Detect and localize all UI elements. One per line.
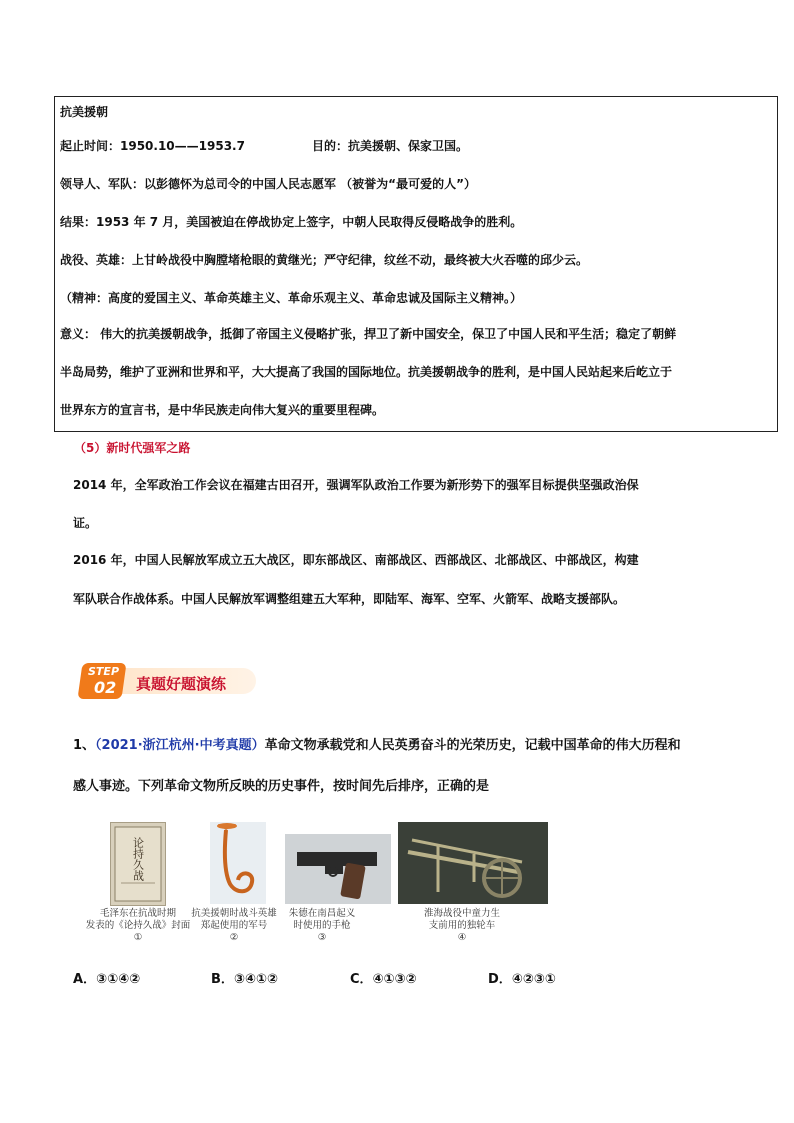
book-cover-title: 论持久战 (131, 837, 145, 881)
option-d[interactable]: D．④②③① (488, 972, 556, 987)
section-title: （5）新时代强军之路 (74, 441, 191, 455)
image-3-caption (282, 908, 362, 944)
box-purpose: 目的：抗美援朝、保家卫国。 (312, 139, 469, 153)
wheelbarrow-image (398, 822, 548, 904)
image-4-caption (412, 908, 512, 944)
section-para-1b: 证。 (73, 516, 98, 530)
box-heroes: 战役、英雄：上甘岭战役中胸膛堵枪眼的黄继光；严守纪律，纹丝不动，最终被大火吞噬的邱少云。 (60, 253, 589, 267)
question-number: 1、 (73, 738, 96, 753)
image-2-marker: ② (229, 932, 239, 943)
step-title: 真题好题演练 (136, 675, 227, 693)
box-meaning-2: 半岛局势，维护了亚洲和世界和平，大大提高了我国的国际地位。抗美援朝战争的胜利，是中国人民站起来后屹立于 (60, 365, 673, 379)
box-result: 结果：1953 年 7 月，美国被迫在停战协定上签字，中朝人民取得反侵略战争的胜利。 (60, 215, 523, 229)
image-4-caption-line-2: 支前用的独轮车 (428, 920, 496, 931)
box-leader: 领导人、军队：以彭德怀为总司令的中国人民志愿军 （被誉为“最可爱的人”） (60, 177, 476, 191)
option-c[interactable]: C．④①③② (350, 972, 417, 987)
box-meaning-3: 世界东方的宣言书，是中华民族走向伟大复兴的重要里程碑。 (60, 403, 385, 417)
image-1-caption-line-2: 发表的《论持久战》封面 (85, 920, 191, 931)
image-3-marker: ③ (317, 932, 327, 943)
box-time: 起止时间：1950.10——1953.7 (60, 139, 245, 153)
box-title: 抗美援朝 (60, 105, 109, 119)
question-stem-2: 感人事迹。下列革命文物所反映的历史事件，按时间先后排序，正确的是 (73, 779, 490, 794)
image-1-caption-line-1: 毛泽东在抗战时期 (99, 908, 176, 919)
image-4-caption-line-1: 淮海战役中童力生 (423, 908, 500, 919)
bugle-image (210, 822, 266, 904)
question-text-1: 革命文物承载党和人民英勇奋斗的光荣历史，记载中国革命的伟大历程和 (264, 738, 681, 753)
image-4-marker: ④ (457, 932, 467, 943)
image-3-caption-line-1: 朱德在南昌起义 (288, 908, 356, 919)
step-number: 02 (94, 678, 117, 697)
option-a[interactable]: A．③①④② (73, 972, 141, 987)
box-meaning-1: 意义： 伟大的抗美援朝战争，抵御了帝国主义侵略扩张，捍卫了新中国安全，保卫了中国人民和平生活；稳定了朝鲜 (60, 327, 677, 341)
step-label: STEP (88, 665, 120, 678)
image-2-caption-line-1: 抗美援朝时战斗英雄 (191, 908, 277, 919)
book-cover-image (110, 822, 166, 906)
question-source: （2021·浙江杭州·中考真题） (95, 738, 265, 753)
option-b[interactable]: B．③④①② (211, 972, 278, 987)
image-3-caption-line-2: 时使用的手枪 (293, 920, 351, 931)
image-1-marker: ① (133, 932, 143, 943)
image-2-caption (184, 908, 284, 944)
section-para-2b: 军队联合作战体系。中国人民解放军调整组建五大军种，即陆军、海军、空军、火箭军、战略支援部队。 (73, 592, 626, 606)
section-para-1a: 2014 年，全军政治工作会议在福建古田召开，强调军队政治工作要为新形势下的强军目标提供坚强政治保 (73, 478, 639, 492)
box-spirit: （精神：高度的爱国主义、革命英雄主义、革命乐观主义、革命忠诚及国际主义精神。） (60, 291, 523, 305)
question-stem-1 (73, 738, 681, 754)
section-para-2a: 2016 年，中国人民解放军成立五大战区，即东部战区、南部战区、西部战区、北部战区、中部战区，构建 (73, 553, 639, 567)
image-2-caption-line-2: 郑起使用的军号 (200, 920, 268, 931)
pistol-image (285, 834, 391, 904)
